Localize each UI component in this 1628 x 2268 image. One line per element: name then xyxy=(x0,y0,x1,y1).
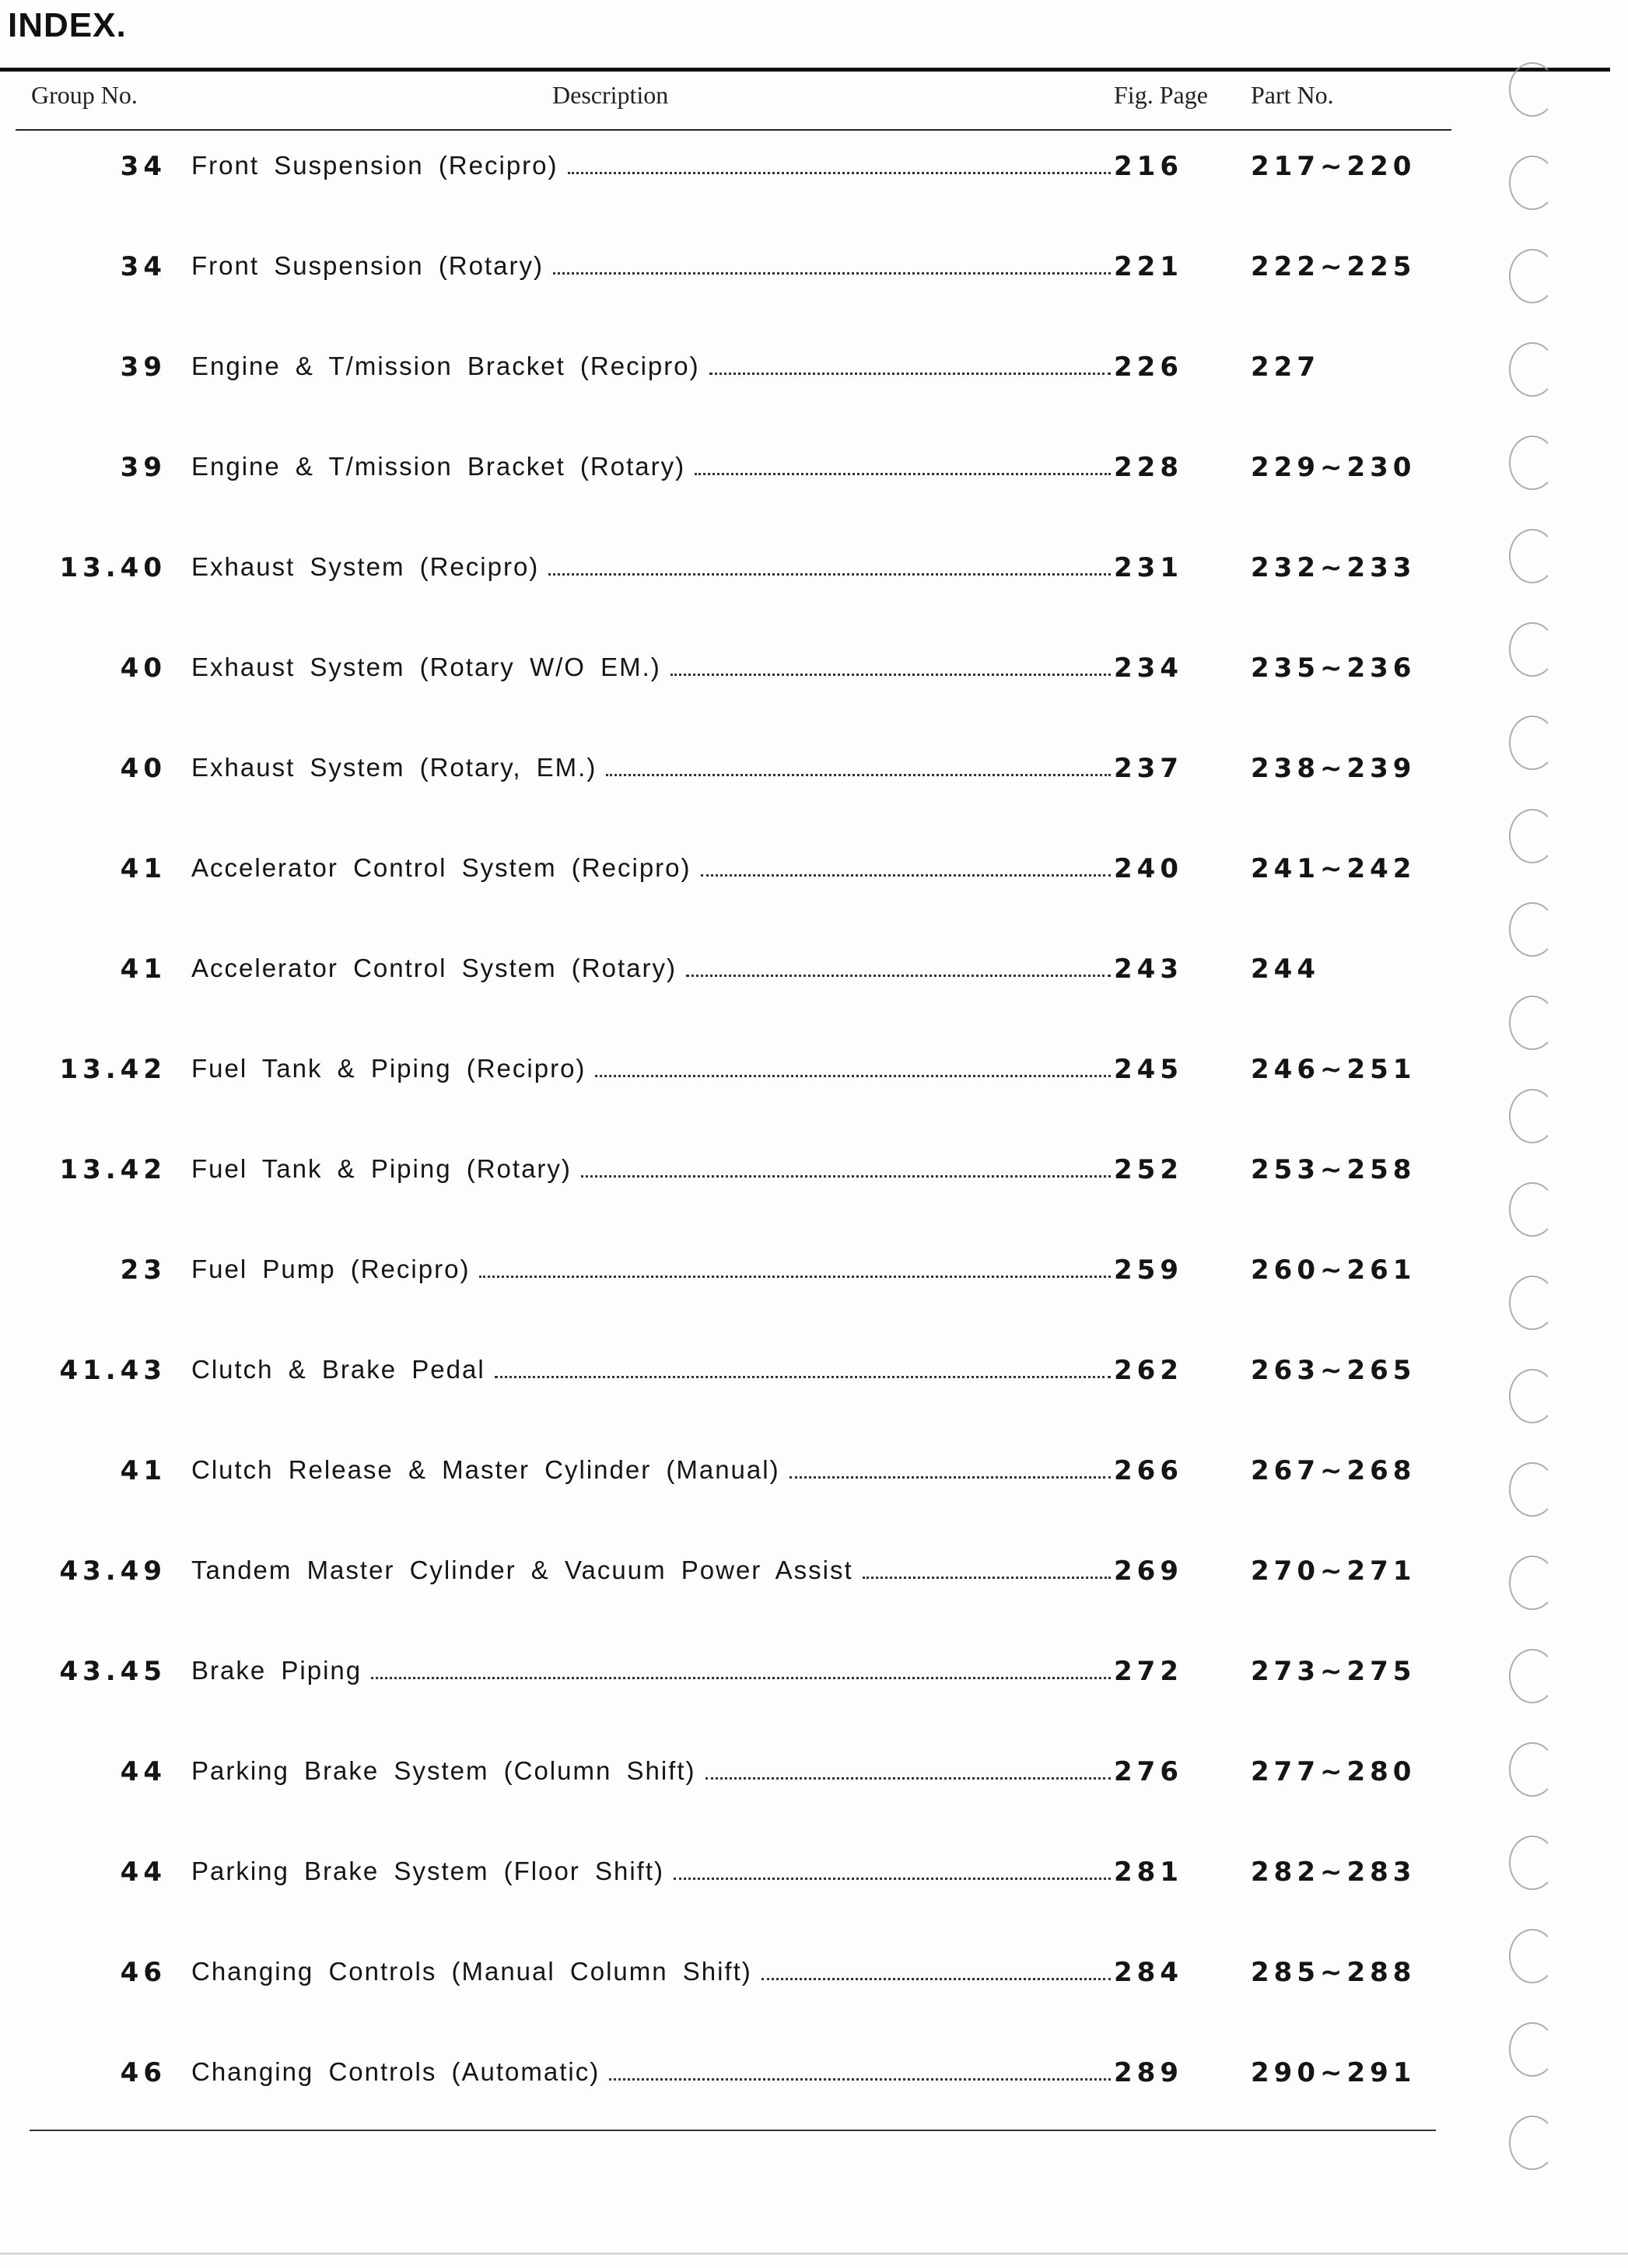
binding-hole-icon xyxy=(1509,1462,1556,1517)
group-number: 13.40 xyxy=(59,552,166,583)
binding-hole-icon xyxy=(1509,1369,1556,1423)
fig-page-number: 237 xyxy=(1114,753,1183,784)
entry-description: Changing Controls (Automatic) xyxy=(191,2057,600,2086)
part-number-range: 227 xyxy=(1251,352,1320,383)
entry-description: Accelerator Control System (Rotary) xyxy=(191,954,677,982)
description-cell xyxy=(191,653,1111,690)
group-number: 34 xyxy=(120,251,166,282)
group-no-header: Group No. xyxy=(31,81,138,109)
fig-page-number: 243 xyxy=(1114,954,1183,985)
binding-hole-icon xyxy=(1509,62,1556,117)
entry-description: Exhaust System (Recipro) xyxy=(191,552,540,581)
entry-description: Tandem Master Cylinder & Vacuum Power Assist xyxy=(191,1556,853,1584)
fig-page-number: 252 xyxy=(1114,1154,1183,1185)
fig-page-number: 226 xyxy=(1114,352,1183,383)
entry-description: Parking Brake System (Floor Shift) xyxy=(191,1857,664,1885)
description-cell xyxy=(191,1857,1111,1894)
binding-holes xyxy=(1493,47,1587,2240)
column-header xyxy=(0,81,1478,120)
fig-page-number: 276 xyxy=(1114,1756,1183,1787)
binding-hole-icon xyxy=(1509,436,1556,490)
part-number-range: 238~239 xyxy=(1251,753,1416,784)
dot-leader xyxy=(479,1276,1111,1278)
dot-leader xyxy=(761,1978,1111,1980)
index-entry xyxy=(0,341,1478,403)
binding-hole-icon xyxy=(1509,809,1556,863)
fig-page-number: 216 xyxy=(1114,151,1183,182)
part-number-range: 253~258 xyxy=(1251,1154,1416,1185)
dot-leader xyxy=(701,874,1112,877)
index-entry xyxy=(0,1344,1478,1406)
binding-hole-icon xyxy=(1509,529,1556,583)
index-entry xyxy=(0,240,1478,303)
part-number-range: 246~251 xyxy=(1251,1054,1416,1085)
part-number-range: 232~233 xyxy=(1251,552,1416,583)
entry-description: Changing Controls (Manual Column Shift) xyxy=(191,1957,752,1986)
dot-leader xyxy=(789,1476,1111,1479)
binding-hole-icon xyxy=(1509,622,1556,677)
fig-page-number: 231 xyxy=(1114,552,1183,583)
group-number: 41 xyxy=(120,1455,166,1486)
entry-description: Fuel Pump (Recipro) xyxy=(191,1255,471,1283)
binding-hole-icon xyxy=(1509,902,1556,957)
description-cell xyxy=(191,1656,1111,1693)
part-number-range: 273~275 xyxy=(1251,1656,1416,1687)
group-number: 13.42 xyxy=(59,1154,166,1185)
index-entry xyxy=(0,1846,1478,1908)
group-number: 23 xyxy=(120,1255,166,1286)
fig-page-number: 221 xyxy=(1114,251,1183,282)
dot-leader xyxy=(606,774,1111,776)
fig-page-number: 269 xyxy=(1114,1556,1183,1587)
binding-hole-icon xyxy=(1509,1649,1556,1703)
description-cell xyxy=(191,1756,1111,1794)
fig-page-number: 266 xyxy=(1114,1455,1183,1486)
index-entry xyxy=(0,1545,1478,1607)
entry-description: Clutch & Brake Pedal xyxy=(191,1355,485,1384)
fig-page-number: 228 xyxy=(1114,452,1183,483)
group-number: 34 xyxy=(120,151,166,182)
description-cell xyxy=(191,1556,1111,1593)
description-cell xyxy=(191,251,1111,289)
dot-leader xyxy=(371,1677,1111,1679)
group-number: 46 xyxy=(120,2057,166,2088)
dot-leader xyxy=(548,573,1111,576)
dot-leader xyxy=(495,1376,1111,1378)
part-number-range: 217~220 xyxy=(1251,151,1416,182)
dot-leader xyxy=(695,473,1111,475)
dot-leader xyxy=(863,1577,1111,1579)
dot-leader xyxy=(609,2078,1111,2081)
group-number: 44 xyxy=(120,1857,166,1888)
entry-description: Clutch Release & Master Cylinder (Manual) xyxy=(191,1455,780,1484)
entry-description: Parking Brake System (Column Shift) xyxy=(191,1756,696,1785)
index-entry xyxy=(0,943,1478,1005)
entry-description: Engine & T/mission Bracket (Recipro) xyxy=(191,352,700,380)
page-title: INDEX. xyxy=(8,6,127,44)
dot-leader xyxy=(670,674,1111,676)
description-cell xyxy=(191,1154,1111,1192)
part-number-range: 290~291 xyxy=(1251,2057,1416,2088)
binding-hole-icon xyxy=(1509,342,1556,397)
fig-page-number: 281 xyxy=(1114,1857,1183,1888)
binding-hole-icon xyxy=(1509,249,1556,303)
group-number: 39 xyxy=(120,352,166,383)
dot-leader xyxy=(581,1175,1111,1178)
entry-description: Brake Piping xyxy=(191,1656,362,1685)
dot-leader xyxy=(553,272,1111,275)
group-number: 39 xyxy=(120,452,166,483)
top-rule xyxy=(0,68,1610,72)
description-header: Description xyxy=(552,81,669,109)
description-cell xyxy=(191,753,1111,790)
binding-hole-icon xyxy=(1509,1929,1556,1983)
group-number: 40 xyxy=(120,753,166,784)
group-number: 44 xyxy=(120,1756,166,1787)
index-entry xyxy=(0,642,1478,704)
dot-leader xyxy=(595,1075,1111,1077)
fig-page-number: 234 xyxy=(1114,653,1183,684)
fig-page-header: Fig. Page xyxy=(1114,81,1208,109)
binding-hole-icon xyxy=(1509,1276,1556,1330)
group-number: 40 xyxy=(120,653,166,684)
part-number-range: 241~242 xyxy=(1251,853,1416,884)
part-number-range: 222~225 xyxy=(1251,251,1416,282)
index-entry xyxy=(0,1043,1478,1105)
binding-hole-icon xyxy=(1509,2022,1556,2077)
group-number: 13.42 xyxy=(59,1054,166,1085)
fig-page-number: 240 xyxy=(1114,853,1183,884)
description-cell xyxy=(191,2057,1111,2095)
dot-leader xyxy=(568,172,1111,174)
binding-hole-icon xyxy=(1509,1742,1556,1797)
group-number: 41 xyxy=(120,954,166,985)
description-cell xyxy=(191,1054,1111,1091)
part-number-range: 267~268 xyxy=(1251,1455,1416,1486)
fig-page-number: 289 xyxy=(1114,2057,1183,2088)
entry-description: Front Suspension (Rotary) xyxy=(191,251,544,280)
index-entry xyxy=(0,1946,1478,2008)
index-entry xyxy=(0,1143,1478,1206)
part-number-range: 282~283 xyxy=(1251,1857,1416,1888)
index-entry xyxy=(0,1444,1478,1507)
binding-hole-icon xyxy=(1509,996,1556,1050)
fig-page-number: 284 xyxy=(1114,1957,1183,1988)
fig-page-number: 262 xyxy=(1114,1355,1183,1386)
dot-leader xyxy=(674,1878,1111,1880)
description-cell xyxy=(191,954,1111,991)
fig-page-number: 272 xyxy=(1114,1656,1183,1687)
description-cell xyxy=(191,352,1111,389)
dot-leader xyxy=(686,975,1111,977)
description-cell xyxy=(191,452,1111,489)
bottom-rule xyxy=(30,2130,1436,2131)
entry-description: Exhaust System (Rotary W/O EM.) xyxy=(191,653,661,681)
description-cell xyxy=(191,853,1111,891)
description-cell xyxy=(191,151,1111,188)
binding-hole-icon xyxy=(1509,1836,1556,1890)
group-number: 41 xyxy=(120,853,166,884)
part-number-range: 263~265 xyxy=(1251,1355,1416,1386)
entry-description: Engine & T/mission Bracket (Rotary) xyxy=(191,452,686,481)
entry-description: Exhaust System (Rotary, EM.) xyxy=(191,753,597,782)
part-number-range: 285~288 xyxy=(1251,1957,1416,1988)
group-number: 43.49 xyxy=(59,1556,166,1587)
description-cell xyxy=(191,1455,1111,1493)
part-number-range: 270~271 xyxy=(1251,1556,1416,1587)
part-number-range: 235~236 xyxy=(1251,653,1416,684)
description-cell xyxy=(191,1957,1111,1994)
description-cell xyxy=(191,1355,1111,1392)
binding-hole-icon xyxy=(1509,2116,1556,2170)
part-number-range: 260~261 xyxy=(1251,1255,1416,1286)
binding-hole-icon xyxy=(1509,1089,1556,1143)
index-entry xyxy=(0,2046,1478,2109)
dot-leader xyxy=(705,1777,1111,1780)
binding-hole-icon xyxy=(1509,156,1556,210)
entry-description: Accelerator Control System (Recipro) xyxy=(191,853,691,882)
index-entry xyxy=(0,441,1478,503)
binding-hole-icon xyxy=(1509,1556,1556,1610)
fig-page-number: 245 xyxy=(1114,1054,1183,1085)
group-number: 43.45 xyxy=(59,1656,166,1687)
dot-leader xyxy=(709,373,1111,375)
entry-description: Fuel Tank & Piping (Rotary) xyxy=(191,1154,572,1183)
index-entry xyxy=(0,1244,1478,1306)
group-number: 41.43 xyxy=(59,1355,166,1386)
binding-hole-icon xyxy=(1509,716,1556,770)
index-entry xyxy=(0,1645,1478,1707)
page-edge xyxy=(0,2252,1628,2255)
index-entry xyxy=(0,140,1478,202)
entry-description: Fuel Tank & Piping (Recipro) xyxy=(191,1054,586,1083)
index-entry xyxy=(0,541,1478,604)
fig-page-number: 259 xyxy=(1114,1255,1183,1286)
entry-description: Front Suspension (Recipro) xyxy=(191,151,558,180)
index-entry xyxy=(0,1745,1478,1808)
group-number: 46 xyxy=(120,1957,166,1988)
description-cell xyxy=(191,1255,1111,1292)
part-number-range: 229~230 xyxy=(1251,452,1416,483)
part-number-range: 277~280 xyxy=(1251,1756,1416,1787)
index-entry xyxy=(0,842,1478,905)
part-number-range: 244 xyxy=(1251,954,1320,985)
index-entry xyxy=(0,742,1478,804)
description-cell xyxy=(191,552,1111,590)
part-no-header: Part No. xyxy=(1251,81,1334,109)
binding-hole-icon xyxy=(1509,1182,1556,1237)
header-rule xyxy=(16,129,1451,131)
